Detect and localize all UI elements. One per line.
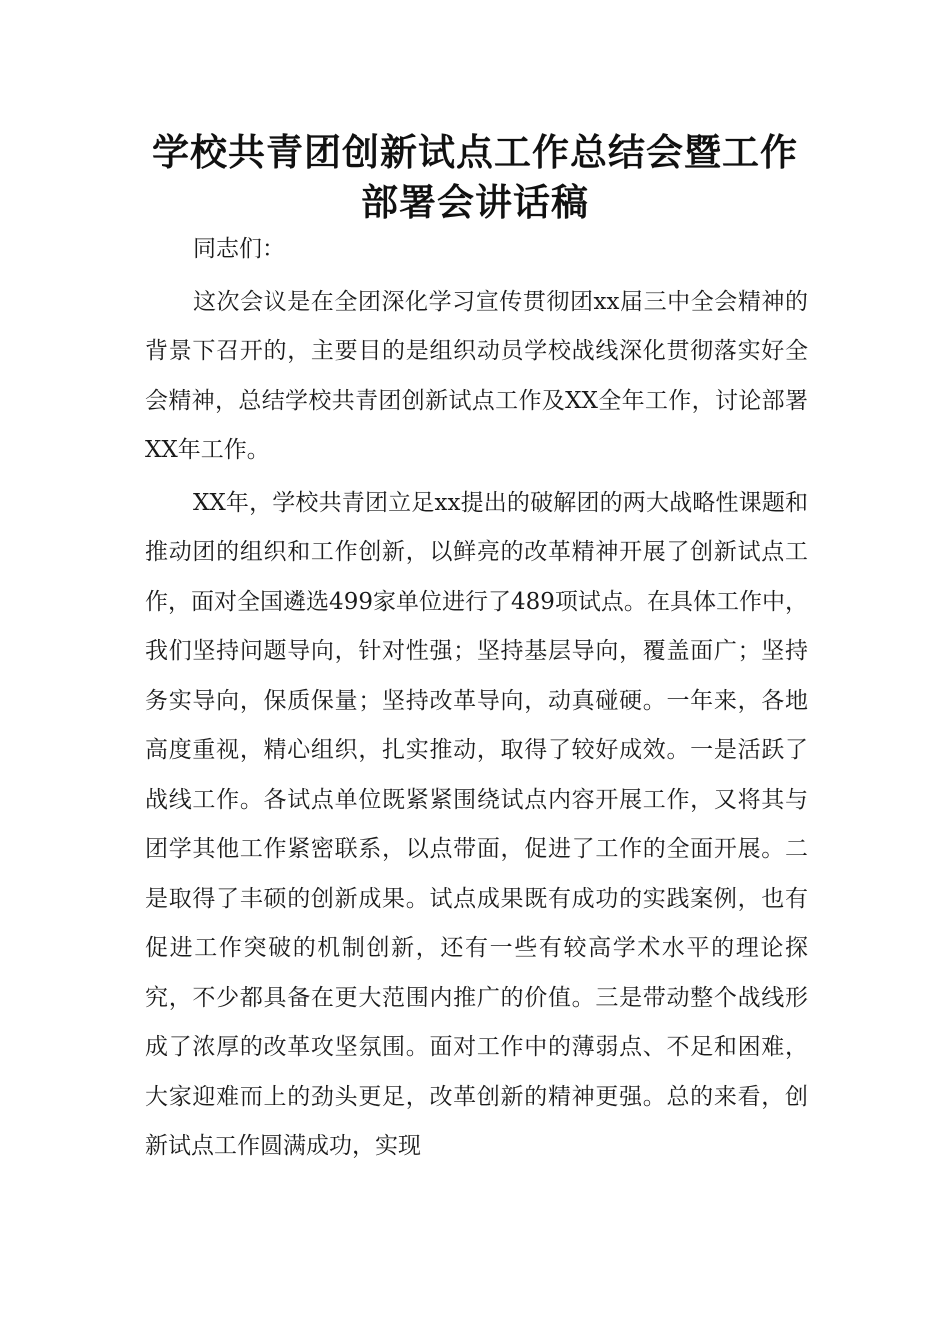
document-title: 学校共青团创新试点工作总结会暨工作部署会讲话稿 xyxy=(152,131,798,224)
paragraph-1: 这次会议是在全团深化学习宣传贯彻团xx届三中全会精神的背景下召开的，主要目的是组织动员学校战线深化贯彻落实好全会精神，总结学校共青团创新试点工作及XX全年工作，讨论部署XX年工作。 xyxy=(145,288,808,463)
paragraph-2: XX年，学校共青团立足xx提出的破解团的两大战略性课题和推动团的组织和工作创新，以鲜亮的改革精神开展了创新试点工作，面对全国遴选499家单位进行了489项试点。在具体工作中，我们坚持问题导向，针对性强；坚持基层导向，覆盖面广；坚持务实导向，保质保量；坚持改革导向，动真碰硬。一年来，各地高度重视，精心组织，扎实推动，取得了较好成效。一是活跃了战线工作。各试点单位既紧紧围绕试点内容开展工作，又将其与团学其他工作紧密联系，以点带面，促进了工作的全面开展。二是取得了丰硕的创新成果。试点成果既有成功的实践案例，也有促进工作突破的机制创新，还有一些有较高学术水平的理论探究，不少都具备在更大范围内推广的价值。三是带动整个战线形成了浓厚的改革攻坚氛围。面对工作中的薄弱点、不足和困难，大家迎难而上的劲头更足，改革创新的精神更强。总的来看，创新试点工作圆满成功，实现 xyxy=(145,489,808,1159)
greeting: 同志们： xyxy=(193,236,285,262)
document-body xyxy=(145,225,808,1175)
